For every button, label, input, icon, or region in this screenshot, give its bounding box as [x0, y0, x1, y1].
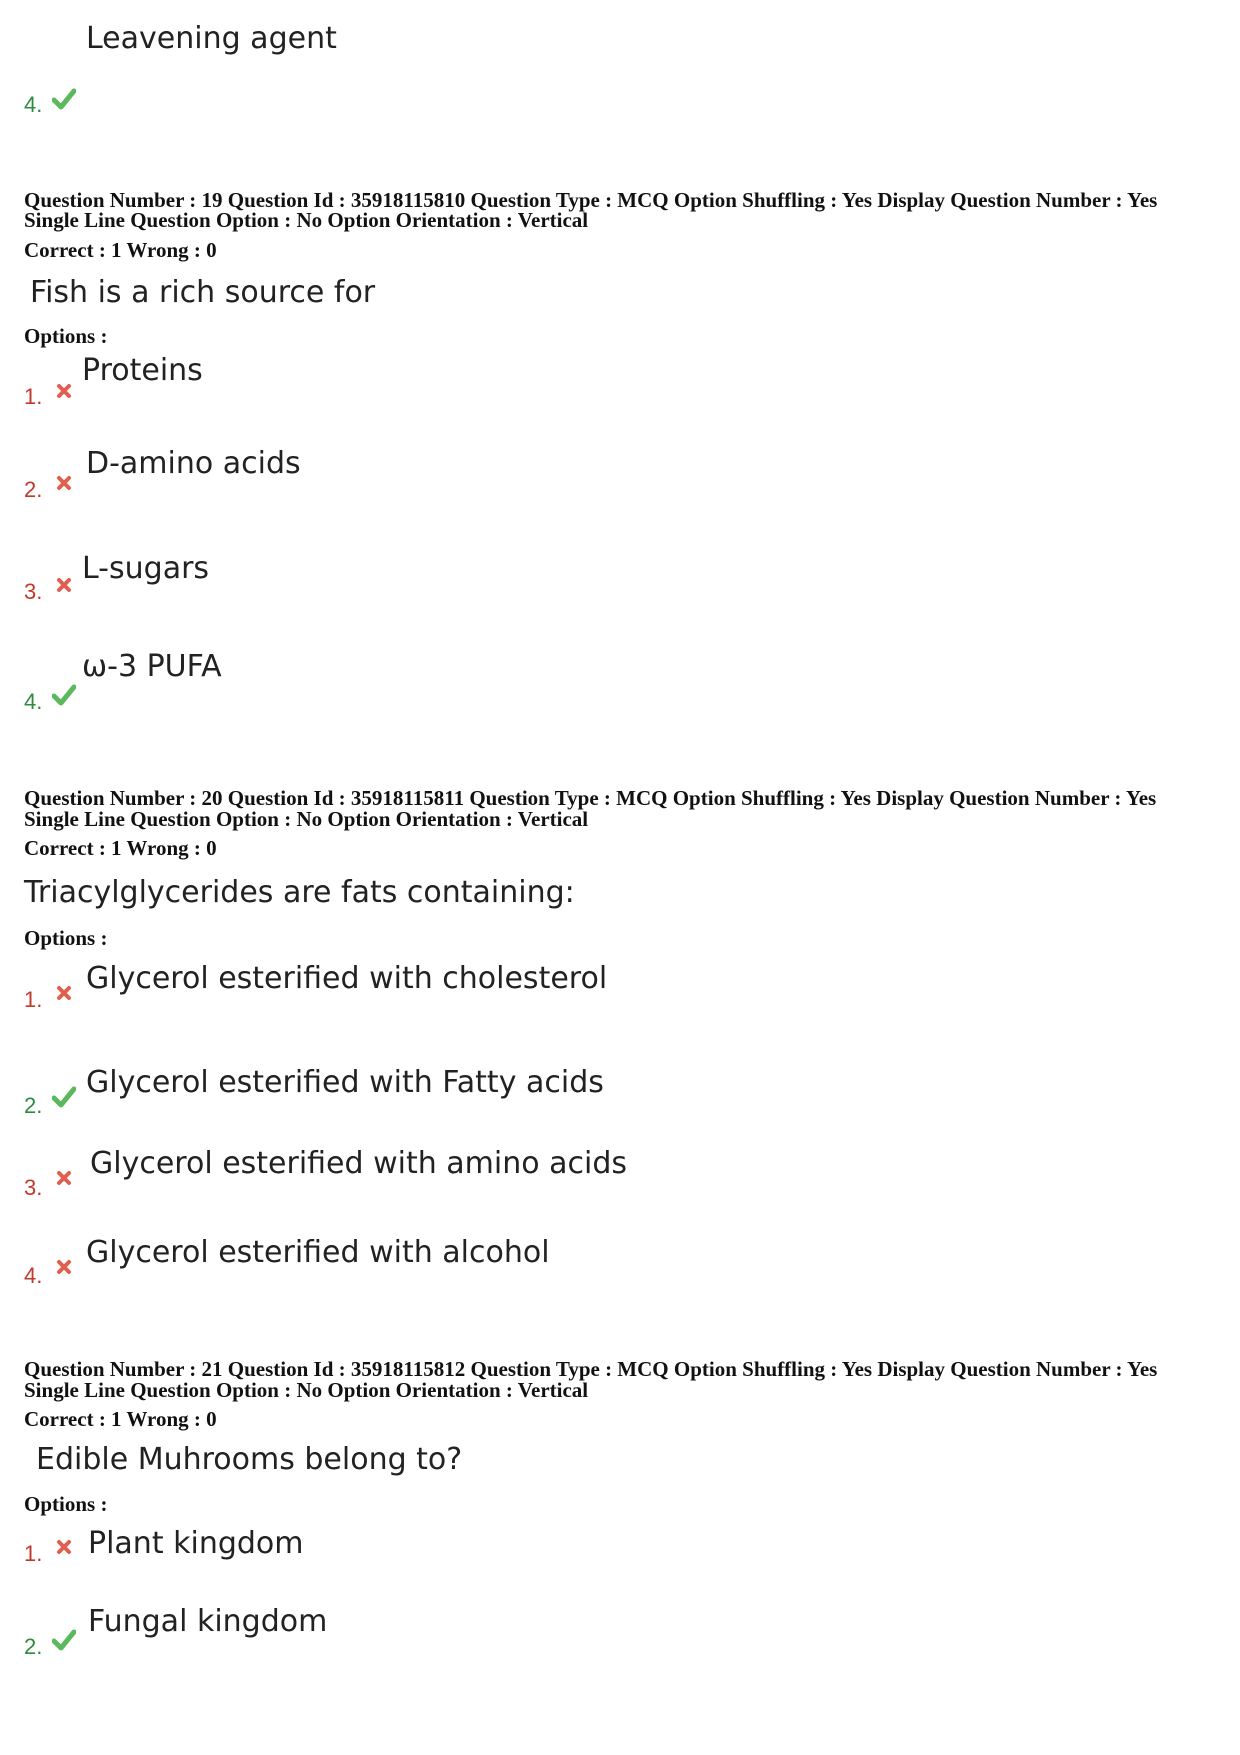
check-icon	[52, 684, 76, 706]
question-text: Triacylglycerides are fats containing:	[24, 875, 575, 910]
option-text: Plant kingdom	[88, 1526, 304, 1561]
option-text: Leavening agent	[86, 21, 337, 56]
options-label: Options :	[24, 926, 108, 950]
question-meta-line2: Single Line Question Option : No Option Orientation : Vertical	[24, 208, 589, 232]
cross-icon	[56, 475, 72, 491]
option-text: Glycerol esterified with cholesterol	[86, 961, 608, 996]
question-score: Correct : 1 Wrong : 0	[24, 836, 217, 860]
check-icon	[52, 1086, 76, 1108]
option-number: 3.	[24, 1175, 43, 1200]
check-icon	[52, 88, 76, 110]
option-number: 2.	[24, 477, 43, 502]
options-label: Options :	[24, 1492, 108, 1516]
check-icon	[52, 1629, 76, 1651]
options-label: Options :	[24, 324, 108, 348]
option-text: Proteins	[82, 353, 203, 388]
option-text: L-sugars	[82, 551, 210, 586]
question-text: Edible Muhrooms belong to?	[36, 1442, 463, 1477]
question-score: Correct : 1 Wrong : 0	[24, 1407, 217, 1431]
option-text: Glycerol esterified with Fatty acids	[86, 1065, 604, 1100]
question-score: Correct : 1 Wrong : 0	[24, 238, 217, 262]
question-text: Fish is a rich source for	[30, 275, 376, 310]
option-number: 4.	[24, 689, 43, 714]
cross-icon	[56, 1170, 72, 1186]
option-text: D-amino acids	[86, 446, 301, 481]
option-number: 2.	[24, 1634, 43, 1659]
option-text: Fungal kingdom	[88, 1604, 328, 1639]
cross-icon	[56, 577, 72, 593]
option-number: 3.	[24, 579, 43, 604]
cross-icon	[56, 383, 72, 399]
question-meta-line2: Single Line Question Option : No Option Orientation : Vertical	[24, 1378, 589, 1402]
option-number: 1.	[24, 1541, 43, 1566]
option-number: 2.	[24, 1093, 43, 1118]
option-number: 1.	[24, 384, 43, 409]
question-meta-line1: Question Number : 21 Question Id : 35918115812 Question Type : MCQ Option Shuffling : Yes Display Question Number : Yes	[24, 1357, 1158, 1381]
question-meta-line1: Question Number : 20 Question Id : 35918115811 Question Type : MCQ Option Shuffling : Yes Display Question Number : Yes	[24, 786, 1157, 810]
option-number: 4.	[24, 92, 43, 117]
cross-icon	[56, 1259, 72, 1275]
question-meta-line1: Question Number : 19 Question Id : 35918115810 Question Type : MCQ Option Shuffling : Yes Display Question Number : Yes	[24, 188, 1158, 212]
cross-icon	[56, 985, 72, 1001]
option-text: ω-3 PUFA	[82, 649, 222, 684]
cross-icon	[56, 1539, 72, 1555]
option-text: Glycerol esterified with amino acids	[90, 1146, 628, 1181]
question-meta-line2: Single Line Question Option : No Option Orientation : Vertical	[24, 807, 589, 831]
option-text: Glycerol esterified with alcohol	[86, 1235, 550, 1270]
option-number: 1.	[24, 987, 43, 1012]
option-number: 4.	[24, 1263, 43, 1288]
